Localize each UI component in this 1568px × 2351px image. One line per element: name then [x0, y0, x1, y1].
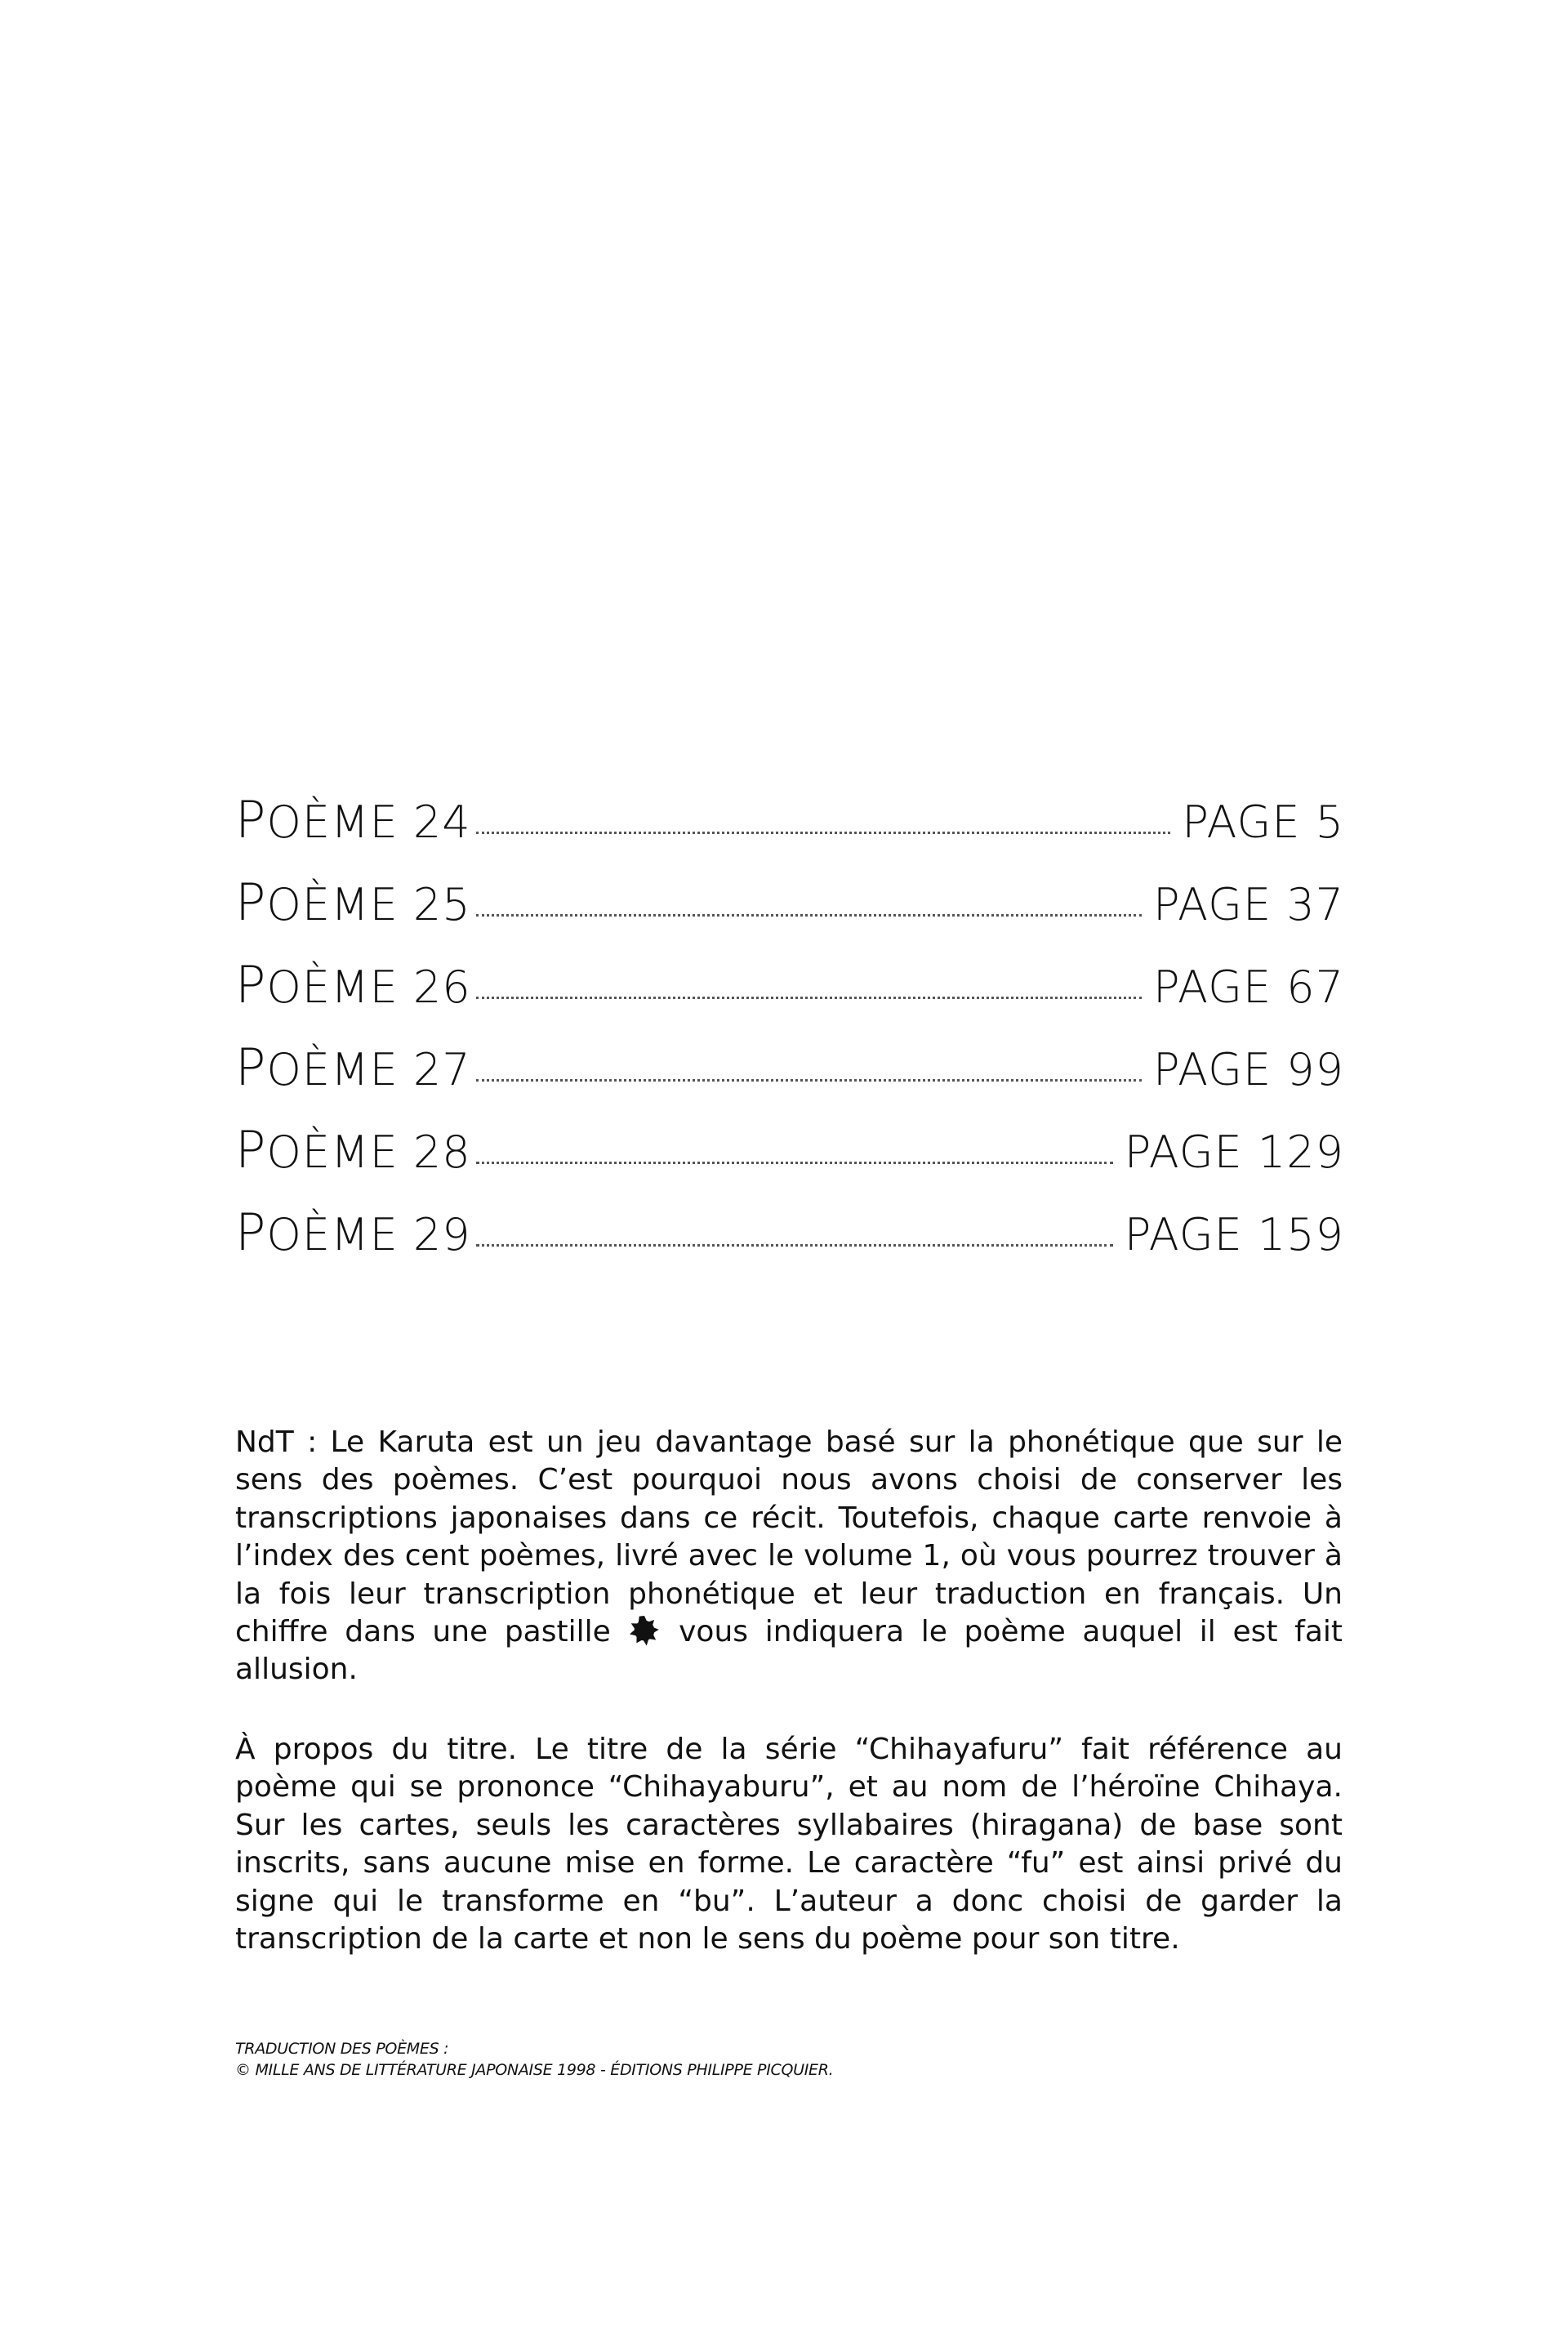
dot-leader [476, 1079, 1142, 1082]
toc-entry-label: POÈME 24 [235, 790, 471, 850]
toc-entry [235, 790, 1344, 872]
toc-entry-label: POÈME 27 [235, 1037, 471, 1097]
title-note-paragraph: À propos du titre. Le titre de la série “Chihayafuru” fait référence au poème qui se prononce “Chihayaburu”, et au nom de l’héroïne Chihaya. Sur les cartes, seuls les caractères syllabaires (hiragana) de base sont inscrits, sans aucune mise en forme. Le caractère “fu” est ainsi privé du signe qui le transforme en “bu”. L’auteur a donc choisi de garder la transcription de la carte et non le sens du poème pour son titre. [235, 1733, 1343, 1956]
translator-note-paragraph [235, 1424, 1343, 1689]
toc-entry [235, 1120, 1344, 1202]
dot-leader [476, 832, 1171, 834]
dot-leader [476, 1244, 1113, 1247]
toc-entry [235, 872, 1344, 955]
table-of-contents [235, 790, 1344, 1285]
translator-note-text-start: NdT : Le Karuta est un jeu davantage basé sur la phonétique que sur le sens des poèmes. C’est pourquoi nous avons choisi de conserver les transcriptions japonaises dans ce récit. Toutefois, chaque carte renvoie à l’index des cent poèmes, livré avec le volume 1, où vous pourrez trouver à la fois leur transcription phonétique et leur traduction en français. Un chiffre dans une pastille [235, 1425, 1343, 1649]
toc-entry-label: POÈME 28 [235, 1120, 471, 1180]
toc-entry [235, 1202, 1344, 1285]
toc-entry-page: PAGE 129 [1124, 1126, 1344, 1178]
toc-entry-page: PAGE 99 [1153, 1044, 1344, 1095]
dot-leader [476, 1162, 1113, 1164]
credits-line: © MILLE ANS DE LITTÉRATURE JAPONAISE 1998 - ÉDITIONS PHILIPPE PICQUIER. [235, 2061, 834, 2079]
credits-line: TRADUCTION DES POÈMES : [235, 2040, 449, 2058]
translation-credits [235, 2038, 833, 2081]
toc-entry-page: PAGE 37 [1153, 879, 1344, 930]
dot-leader [476, 914, 1142, 917]
toc-entry-label: POÈME 29 [235, 1202, 471, 1262]
translator-note-text-end: vous indiquera le poème auquel il est fait allusion. [235, 1615, 1343, 1687]
toc-entry-label: POÈME 26 [235, 955, 471, 1015]
toc-entry [235, 1037, 1344, 1120]
toc-entry-page: PAGE 5 [1182, 796, 1344, 848]
toc-entry [235, 955, 1344, 1037]
toc-entry-label: POÈME 25 [235, 872, 471, 932]
toc-entry-page: PAGE 159 [1124, 1209, 1344, 1260]
dot-leader [476, 997, 1142, 999]
toc-entry-page: PAGE 67 [1153, 961, 1344, 1013]
pastille-badge-icon [629, 1615, 660, 1646]
